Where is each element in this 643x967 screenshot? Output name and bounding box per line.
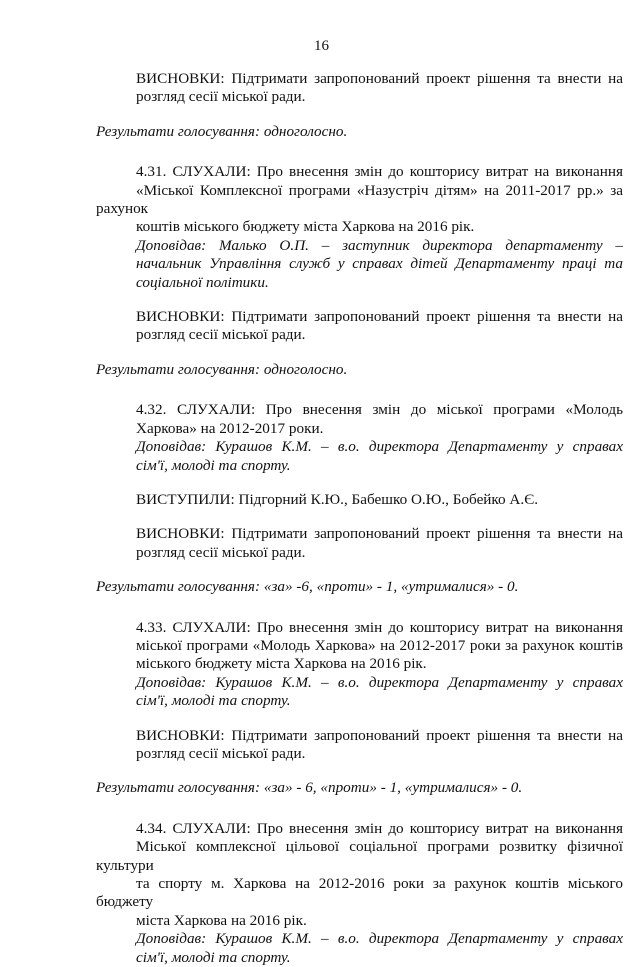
text-line: сім'ї, молоді та спорту.	[136, 456, 291, 474]
text-line: начальник Управління служб у справах дітей Департаменту праці та	[136, 255, 623, 273]
text-line: 4.32. СЛУХАЛИ: Про внесення змін до міської програми «Молодь	[136, 401, 623, 419]
speakers-list: ВИСТУПИЛИ: Підгорний К.Ю., Бабешко О.Ю., Бобейко А.Є.	[136, 490, 539, 508]
text-line: ВИСНОВКИ: Підтримати запропонований проект рішення та внести на	[136, 308, 623, 326]
heard-item-4-31	[96, 163, 623, 237]
text-line: сім'ї, молоді та спорту.	[136, 948, 291, 966]
text-line: розгляд сесії міської ради.	[136, 744, 306, 762]
speaker-paragraph	[96, 930, 623, 967]
text-line: міської програми «Молодь Харкова» на 2012-2017 роки за рахунок коштів	[136, 636, 623, 654]
conclusions-paragraph	[96, 525, 623, 562]
text-line: 4.33. СЛУХАЛИ: Про внесення змін до кошторису витрат на виконання	[136, 618, 623, 636]
voting-result: Результати голосування: одноголосно.	[96, 360, 348, 378]
text-line: ВИСНОВКИ: Підтримати запропонований проект рішення та внести на	[136, 70, 623, 87]
text-line: ВИСНОВКИ: Підтримати запропонований проект рішення та внести на	[136, 726, 623, 744]
text-line: Доповідав: Курашов К.М. – в.о. директора Департаменту у справах	[136, 673, 623, 691]
text-line: сім'ї, молоді та спорту.	[136, 692, 291, 710]
text-line: Харкова» на 2012-2017 роки.	[136, 419, 324, 437]
text-line: Доповідав: Малько О.П. – заступник директора департаменту –	[136, 236, 623, 254]
heard-item-4-34	[96, 820, 623, 930]
voting-result: Результати голосування: «за» - 6, «проти» - 1, «утрималися» - 0.	[96, 779, 523, 797]
speaker-paragraph	[96, 438, 623, 475]
text-line: коштів міського бюджету міста Харкова на 2016 рік.	[136, 218, 475, 236]
text-line: розгляд сесії міської ради.	[136, 543, 306, 561]
conclusions-paragraph	[96, 308, 623, 345]
voting-result: Результати голосування: «за» -6, «проти» - 1, «утрималися» - 0.	[96, 578, 519, 596]
speaker-paragraph	[96, 237, 623, 292]
text-line: розгляд сесії міської ради.	[136, 88, 306, 106]
text-line: «Міської Комплексної програми «Назустріч дітям» на 2011-2017 рр.» за рахунок	[96, 181, 623, 218]
text-line: Доповідав: Курашов К.М. – в.о. директора Департаменту у справах	[136, 930, 623, 948]
heard-item-4-32	[96, 401, 623, 438]
text-line: Доповідав: Курашов К.М. – в.о. директора Департаменту у справах	[136, 438, 623, 456]
page-number: 16	[314, 38, 329, 54]
heard-item-4-33	[96, 619, 623, 674]
conclusions-paragraph	[96, 727, 623, 764]
conclusions-paragraph	[96, 70, 623, 107]
text-line: соціальної політики.	[136, 273, 269, 291]
text-line: 4.34. СЛУХАЛИ: Про внесення змін до кошторису витрат на виконання	[136, 819, 623, 837]
text-line: розгляд сесії міської ради.	[136, 326, 306, 344]
text-line: міста Харкова на 2016 рік.	[136, 911, 307, 929]
text-line: ВИСНОВКИ: Підтримати запропонований проект рішення та внести на	[136, 525, 623, 543]
speaker-paragraph	[96, 674, 623, 711]
text-line: Міської комплексної цільової соціальної програми розвитку фізичної культури	[96, 838, 623, 874]
text-line: міського бюджету міста Харкова на 2016 рік.	[136, 655, 427, 673]
voting-result: Результати голосування: одноголосно.	[96, 122, 348, 140]
document-body	[96, 70, 623, 967]
text-line: та спорту м. Харкова на 2012-2016 роки за рахунок коштів міського бюджету	[96, 875, 623, 911]
text-line: 4.31. СЛУХАЛИ: Про внесення змін до кошторису витрат на виконання	[136, 163, 623, 181]
